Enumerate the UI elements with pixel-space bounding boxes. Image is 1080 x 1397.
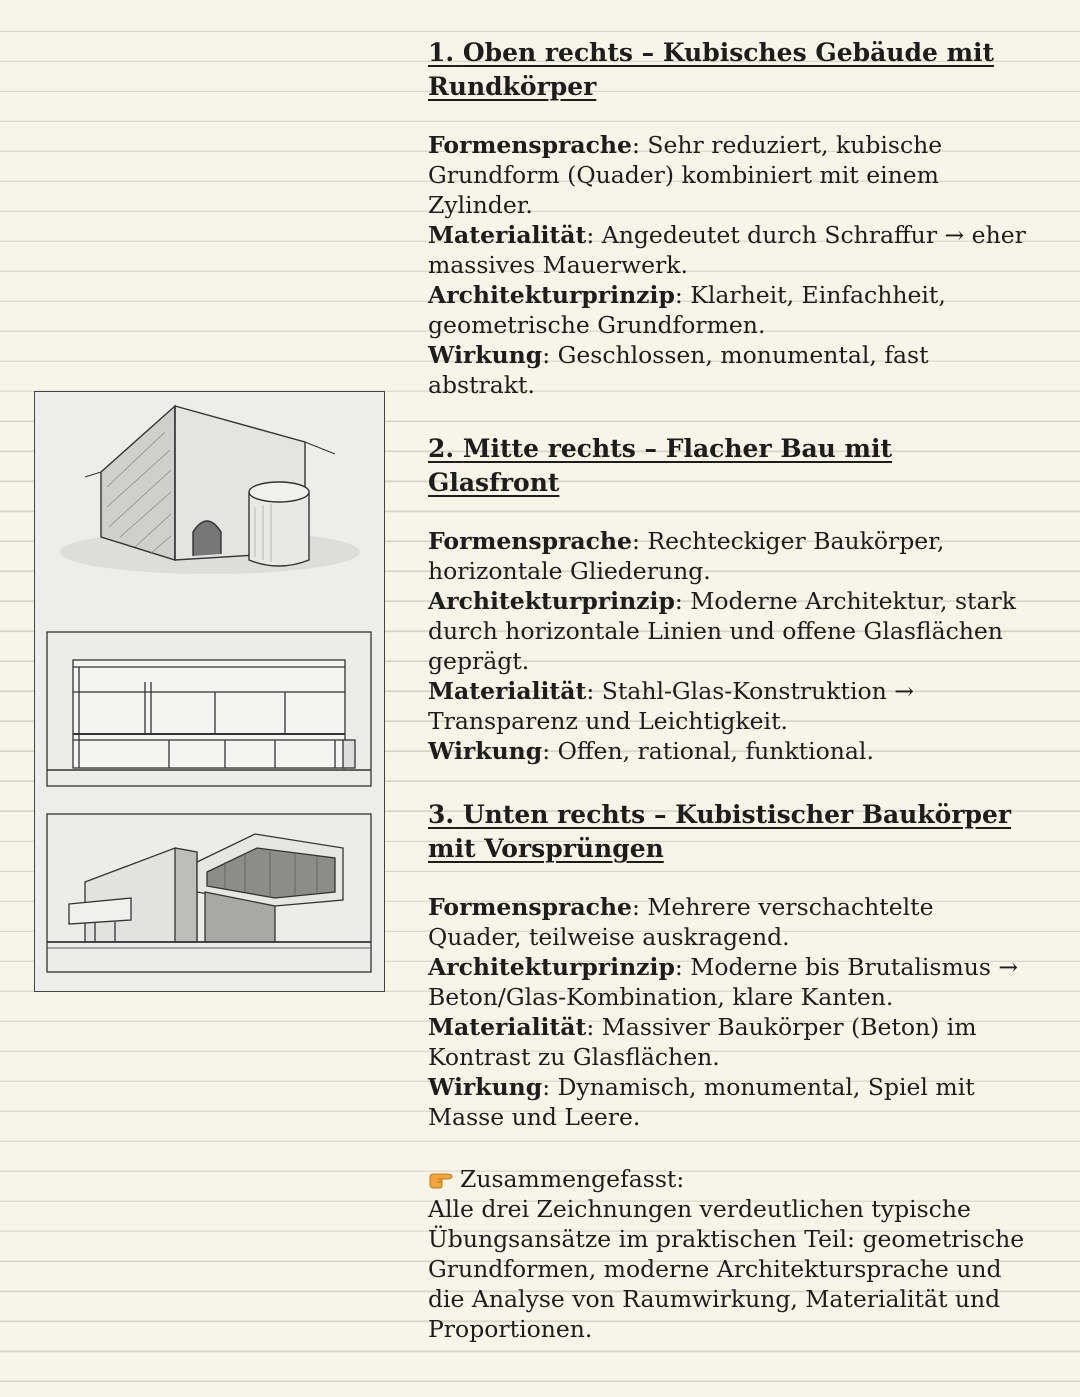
section-1-row [428, 280, 1028, 340]
row-label: Wirkung [428, 737, 543, 765]
row-text: : Massiver Baukörper (Beton) im Kontrast zu Glasflächen. [428, 1013, 977, 1071]
row-text: : Sehr reduziert, kubische Grundform (Quader) kombiniert mit einem Zylinder. [428, 131, 943, 219]
row-text: : Dynamisch, monumental, Spiel mit Masse und Leere. [428, 1073, 975, 1131]
row-label: Architekturprinzip [428, 587, 675, 615]
sketch-flat-glass-building [47, 632, 371, 786]
section-2-number: 2. [428, 434, 455, 463]
section-3-row [428, 1012, 1028, 1072]
row-label: Wirkung [428, 1073, 543, 1101]
row-text: : Moderne Architektur, stark durch horizontale Linien und offene Glasflächen geprägt. [428, 587, 1016, 675]
pointing-hand-icon [428, 1168, 456, 1190]
row-text: : Stahl-Glas-Konstruktion → Transparenz und Leichtigkeit. [428, 677, 914, 735]
row-label: Materialität [428, 221, 587, 249]
row-text: : Klarheit, Einfachheit, geometrische Grundformen. [428, 281, 946, 339]
section-1 [428, 36, 1028, 400]
sketch-cantilever-building [47, 814, 371, 972]
section-3-row [428, 892, 1028, 952]
section-2-row [428, 586, 1028, 676]
summary [428, 1164, 1028, 1344]
row-label: Formensprache [428, 131, 632, 159]
section-3-number: 3. [428, 800, 455, 829]
row-label: Architekturprinzip [428, 953, 675, 981]
summary-text: Alle drei Zeichnungen verdeutlichen typische Übungsansätze im praktischen Teil: geometrische Grundformen, moderne Architektursprache und die Analyse von Raumwirkung, Materialität und Proportionen. [428, 1195, 1025, 1343]
row-label: Wirkung [428, 341, 543, 369]
section-2-row [428, 676, 1028, 736]
row-label: Architekturprinzip [428, 281, 675, 309]
section-1-heading [428, 36, 1028, 104]
sketch-cube-cylinder [60, 406, 360, 574]
section-3-title: Unten rechts – Kubistischer Baukörper mit Vorsprüngen [428, 800, 1012, 863]
section-2-row [428, 736, 1028, 766]
section-3-row [428, 952, 1028, 1012]
section-1-title: Oben rechts – Kubisches Gebäude mit Rundkörper [428, 38, 995, 101]
row-text: : Offen, rational, funktional. [542, 737, 874, 765]
section-2-title: Mitte rechts – Flacher Bau mit Glasfront [428, 434, 893, 497]
section-2-heading [428, 432, 1028, 500]
section-2-row [428, 526, 1028, 586]
row-text: : Geschlossen, monumental, fast abstrakt. [428, 341, 929, 399]
architecture-sketch-figure [34, 391, 385, 992]
section-3 [428, 798, 1028, 1132]
section-1-row [428, 130, 1028, 220]
row-label: Materialität [428, 677, 587, 705]
section-2 [428, 432, 1028, 766]
row-text: : Angedeutet durch Schraffur → eher massives Mauerwerk. [428, 221, 1026, 279]
summary-title-row [428, 1164, 1028, 1194]
sketch-illustration [35, 392, 386, 993]
summary-title: Zusammengefasst: [460, 1165, 685, 1193]
row-text: : Rechteckiger Baukörper, horizontale Gliederung. [428, 527, 945, 585]
row-text: : Moderne bis Brutalismus → Beton/Glas-Kombination, klare Kanten. [428, 953, 1019, 1011]
row-text: : Mehrere verschachtelte Quader, teilweise auskragend. [428, 893, 934, 951]
section-1-row [428, 340, 1028, 400]
notes-text [428, 36, 1028, 1344]
section-3-row [428, 1072, 1028, 1132]
row-label: Materialität [428, 1013, 587, 1041]
section-3-heading [428, 798, 1028, 866]
row-label: Formensprache [428, 893, 632, 921]
section-1-row [428, 220, 1028, 280]
row-label: Formensprache [428, 527, 632, 555]
section-1-number: 1. [428, 38, 455, 67]
